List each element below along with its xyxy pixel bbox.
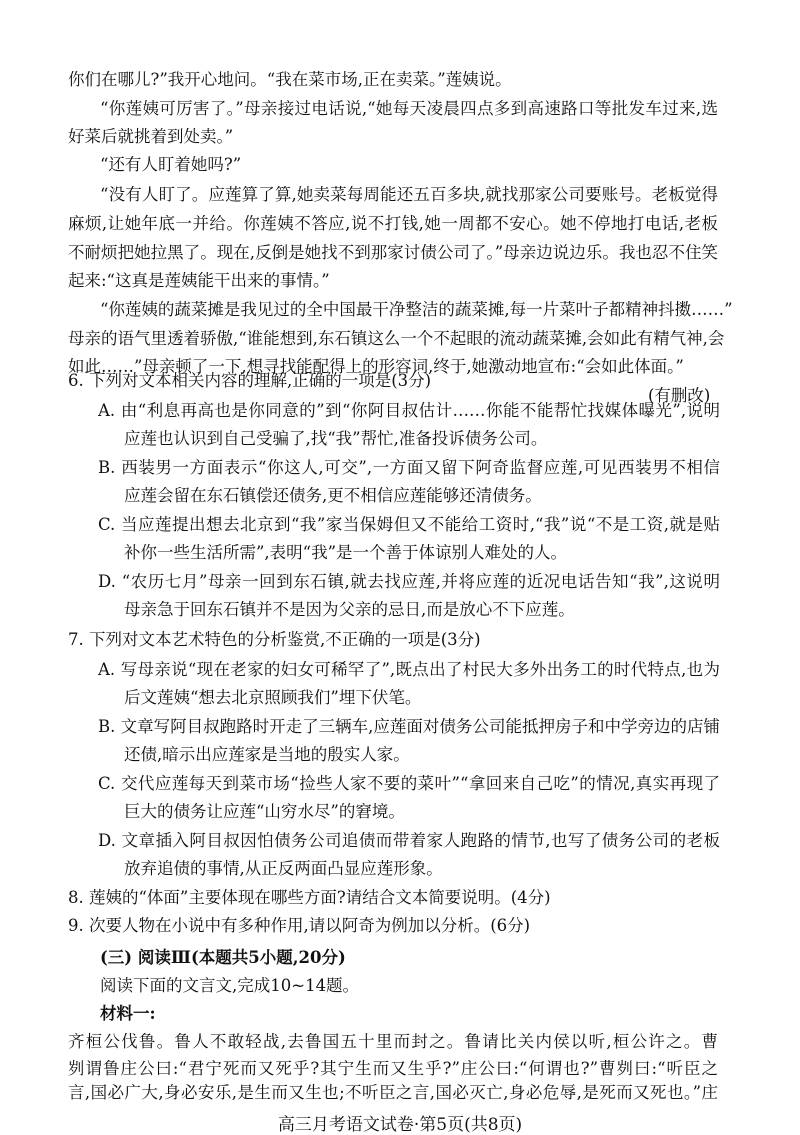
- passage-line: 麻烦,让她年底一并给。你莲姨不答应,说不打钱,她一周都不安心。她不停地打电话,老板: [68, 214, 718, 233]
- question-6-option-b-cont: 应莲会留在东石镇偿还债务,更不相信应莲能够还清债务。: [124, 486, 542, 505]
- question-7-option-c-cont: 巨大的债务让应莲“山穷水尽”的窘境。: [124, 802, 405, 821]
- material-label: 材料一:: [100, 1004, 156, 1023]
- question-6-option-c-cont: 补你一些生活所需”,表明“我”是一个善于体谅别人难处的人。: [124, 543, 568, 562]
- passage-line: “没有人盯了。应莲算了算,她卖菜每周能还五百多块,就找那家公司要账号。老板觉得: [100, 185, 718, 204]
- passage-line: “还有人盯着她吗?”: [100, 155, 242, 174]
- question-8: 8. 莲姨的“体面”主要体现在哪些方面?请结合文本简要说明。(4分): [68, 888, 551, 907]
- question-6-option-a: A. 由“利息再高也是你同意的”到“你阿目叔估计……你能不能帮忙找媒体曝光”,说明: [98, 401, 720, 420]
- passage-line: 起来:“这真是莲姨能干出来的事情。”: [68, 271, 330, 290]
- question-6-option-b: B. 西装男一方面表示“你这人,可交”,一方面又留下阿奇监督应莲,可见西装男不相信: [98, 458, 720, 477]
- passage-line: “你莲姨的蔬菜摊是我见过的全中国最干净整洁的蔬菜摊,每一片菜叶子都精神抖擞……”: [100, 300, 733, 319]
- question-7-option-c: C. 交代应莲每天到菜市场“捡些人家不要的菜叶”“拿回来自己吃”的情况,真实再现了: [98, 774, 720, 793]
- question-7-option-b: B. 文章写阿目叔跑路时开走了三辆车,应莲面对债务公司能抵押房子和中学旁边的店铺: [98, 717, 720, 736]
- question-7-stem: 7. 下列对文本艺术特色的分析鉴赏,不正确的一项是(3分): [68, 630, 481, 649]
- passage-line: 你们在哪儿?”我开心地问。“我在菜市场,正在卖菜。”莲姨说。: [68, 70, 512, 89]
- question-6-option-d-cont: 母亲急于回东石镇并不是因为父亲的忌日,而是放心不下应莲。: [124, 600, 575, 619]
- classical-text-line: 齐桓公伐鲁。鲁人不敢轻战,去鲁国五十里而封之。鲁请比关内侯以听,桓公许之。曹: [68, 1032, 718, 1051]
- classical-text-line: 言,国必广大,身必安乐,是生而又生也;不听臣之言,国必灭亡,身必危辱,是死而又死也。”庄: [68, 1083, 718, 1102]
- passage-line: “你莲姨可厉害了。”母亲接过电话说,“她每天凌晨四点多到高速路口等批发车过来,选: [100, 99, 718, 118]
- classical-text-line: 刿谓鲁庄公曰:“君宁死而又死乎?其宁生而又生乎?”庄公曰:“何谓也?”曹刿曰:“听臣之: [68, 1059, 718, 1078]
- passage-line: 好菜后就挑着到处卖。”: [68, 127, 234, 146]
- passage-line: 如此……”母亲顿了一下,想寻找能配得上的形容词,终于,她激动地宣布:“会如此体面。”: [68, 357, 684, 376]
- question-9: 9. 次要人物在小说中有多种作用,请以阿奇为例加以分析。(6分): [68, 916, 531, 935]
- question-6-stem: 6. 下列对文本相关内容的理解,正确的一项是(3分): [68, 371, 432, 390]
- question-6-option-c: C. 当应莲提出想去北京到“我”家当保姆但又不能给工资时,“我”说“不是工资,就是贴: [98, 515, 720, 534]
- question-7-option-a: A. 写母亲说“现在老家的妇女可稀罕了”,既点出了村民大多外出务工的时代特点,也为: [98, 660, 720, 679]
- question-6-option-d: D. “农历七月”母亲一回到东石镇,就去找应莲,并将应莲的近况电话告知“我”,这说明: [98, 572, 720, 591]
- passage-line: 不耐烦把她拉黑了。现在,反倒是她找不到那家讨债公司了。”母亲边说边乐。我也忍不住笑: [68, 243, 718, 262]
- question-7-option-a-cont: 后文莲姨“想去北京照顾我们”埋下伏笔。: [124, 688, 422, 707]
- section-3-instruction: 阅读下面的文言文,完成10~14题。: [100, 976, 360, 995]
- page-footer: 高三月考语文试卷·第5页(共8页): [277, 1115, 523, 1135]
- passage-line: 母亲的语气里透着骄傲,“谁能想到,东石镇这么一个不起眼的流动蔬菜摊,会如此有精气神,会: [68, 329, 725, 348]
- question-7-option-d: D. 文章插入阿目叔因怕债务公司追债而带着家人跑路的情节,也写了债务公司的老板: [98, 831, 720, 850]
- source-note: (有删改): [648, 386, 711, 405]
- question-7-option-d-cont: 放弃追债的事情,从正反两面凸显应莲形象。: [124, 859, 443, 878]
- question-6-option-a-cont: 应莲也认识到自己受骗了,找“我”帮忙,准备投诉债务公司。: [124, 429, 548, 448]
- question-7-option-b-cont: 还债,暗示出应莲家是当地的殷实人家。: [124, 745, 410, 764]
- section-3-title: (三) 阅读Ⅲ(本题共5小题,20分): [100, 948, 346, 967]
